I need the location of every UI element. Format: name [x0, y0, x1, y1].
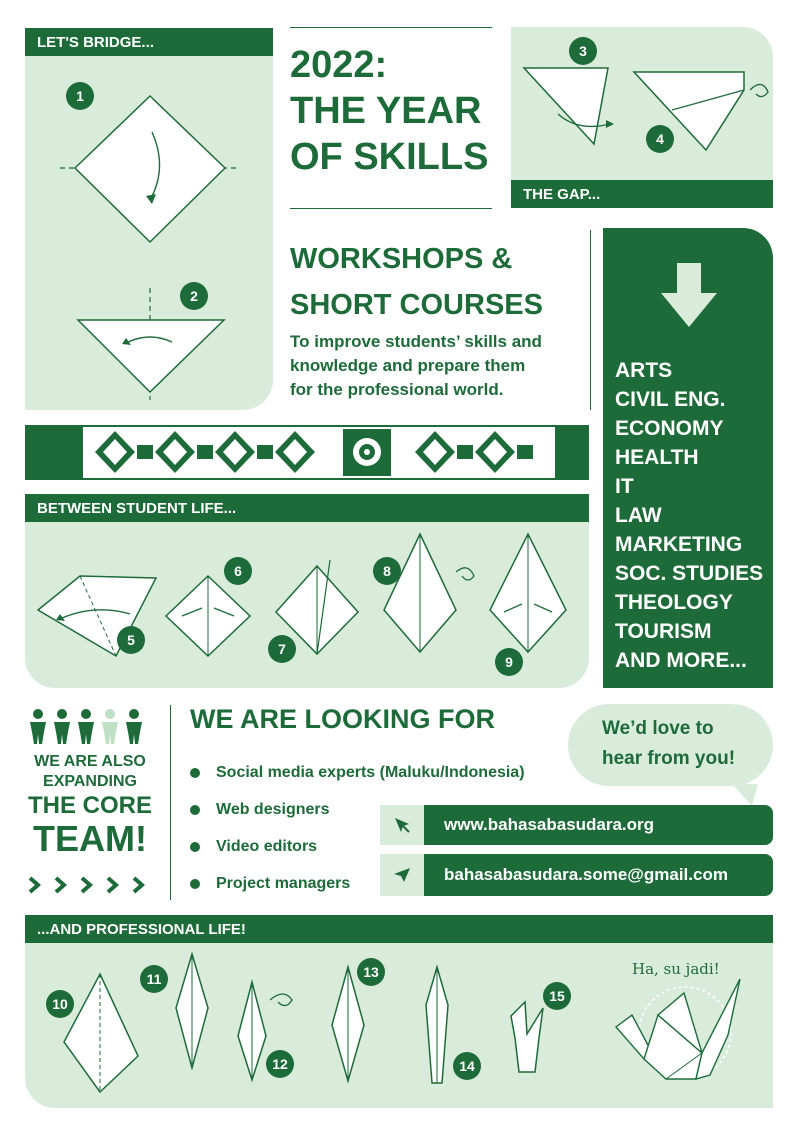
description-line: To improve students’ skills and	[290, 332, 542, 351]
step-badge: 14	[453, 1052, 481, 1080]
specialties-list	[615, 356, 763, 675]
origami-diagram-1	[60, 92, 240, 247]
step-badge: 12	[266, 1050, 294, 1078]
step-badge: 13	[357, 958, 385, 986]
crane-caption: Ha, su jadi!	[632, 960, 720, 978]
bullet	[190, 805, 200, 815]
looking-title: WE ARE LOOKING FOR	[190, 704, 495, 734]
email-link[interactable]	[380, 854, 773, 896]
step-badge: 11	[140, 965, 168, 993]
person-icon	[102, 709, 118, 744]
step-badge: 8	[373, 557, 401, 585]
workshops-heading	[290, 236, 543, 328]
origami-diagram-10	[60, 972, 142, 1096]
list-item-label: Web designers	[216, 801, 330, 818]
title-line: OF SKILLS	[290, 136, 489, 178]
step-badge: 7	[268, 635, 296, 663]
person-icon	[78, 709, 94, 744]
specialty-item: IT	[615, 475, 634, 498]
step-badge: 15	[543, 982, 571, 1010]
gap-label: THE GAP...	[511, 180, 773, 208]
title-rule-bottom	[290, 208, 492, 209]
specialty-item: CIVIL ENG.	[615, 388, 726, 411]
step-badge: 5	[117, 626, 145, 654]
send-icon	[380, 854, 424, 896]
team-line: TEAM!	[33, 818, 147, 859]
bullet	[190, 768, 200, 778]
specialty-item: ARTS	[615, 359, 673, 382]
bullet	[190, 842, 200, 852]
origami-diagram-14	[422, 965, 452, 1087]
person-icon	[126, 709, 142, 744]
page-title	[290, 42, 488, 180]
step-badge: 9	[495, 648, 523, 676]
workshops-line: SHORT COURSES	[290, 289, 543, 321]
list-item-label: Video editors	[216, 838, 318, 855]
workshops-line: WORKSHOPS &	[290, 243, 513, 275]
student-label: BETWEEN STUDENT LIFE...	[25, 494, 589, 522]
speech-bubble	[568, 704, 773, 786]
team-text	[25, 752, 155, 858]
step-badge: 4	[646, 125, 674, 153]
origami-diagram-15	[505, 998, 549, 1076]
email-text: bahasabasudara.some@gmail.com	[444, 865, 728, 884]
origami-diagram-3	[522, 64, 622, 154]
specialty-item: HEALTH	[615, 446, 699, 469]
specialty-item: MARKETING	[615, 533, 743, 556]
team-line: WE ARE ALSO	[34, 753, 146, 770]
title-line: THE YEAR	[290, 90, 482, 132]
step-badge: 2	[180, 282, 208, 310]
chevron-right-icon	[82, 878, 90, 892]
chevron-right-icon	[134, 878, 142, 892]
specialty-item: LAW	[615, 504, 662, 527]
bridge-label: LET'S BRIDGE...	[25, 28, 273, 56]
step-badge: 6	[224, 557, 252, 585]
specialty-item: THEOLOGY	[615, 591, 733, 614]
origami-diagram-8	[380, 532, 480, 656]
origami-diagram-11	[172, 952, 212, 1070]
title-line: 2022:	[290, 44, 388, 86]
bullet	[190, 879, 200, 889]
chevrons	[28, 875, 152, 895]
team-line: EXPANDING	[43, 773, 137, 790]
origami-diagram-6	[162, 574, 254, 658]
person-icon	[30, 709, 46, 744]
description-line: knowledge and prepare them	[290, 356, 526, 375]
specialty-item: SOC. STUDIES	[615, 562, 764, 585]
workshops-description	[290, 330, 542, 402]
list-item-label: Project managers	[216, 875, 351, 892]
website-link[interactable]	[380, 805, 773, 845]
divider-vertical	[590, 230, 591, 410]
origami-diagram-9	[486, 532, 570, 656]
step-badge: 1	[66, 82, 94, 110]
team-line: THE CORE	[27, 792, 152, 819]
bubble-line: hear from you!	[602, 748, 736, 769]
arrow-down-icon	[661, 263, 717, 329]
cursor-icon	[380, 805, 424, 845]
chevron-right-icon	[30, 878, 38, 892]
person-icon	[54, 709, 70, 744]
origami-crane-icon	[610, 975, 760, 1095]
chevron-right-icon	[56, 878, 64, 892]
origami-diagram-13	[328, 965, 368, 1085]
bubble-line: We’d love to	[602, 718, 714, 739]
divider-vertical	[170, 705, 171, 900]
origami-diagram-2	[76, 288, 226, 400]
chevron-right-icon	[108, 878, 116, 892]
website-text: www.bahasabasudara.org	[444, 815, 655, 834]
list-item	[190, 764, 525, 782]
specialty-item: TOURISM	[615, 620, 712, 643]
title-rule-top	[290, 27, 492, 28]
specialty-item: AND MORE...	[615, 649, 747, 672]
decorative-pattern-strip	[25, 425, 589, 480]
specialty-item: ECONOMY	[615, 417, 724, 440]
step-badge: 3	[569, 37, 597, 65]
description-line: for the professional world.	[290, 380, 504, 399]
professional-label: ...AND PROFESSIONAL LIFE!	[25, 915, 773, 943]
step-badge: 10	[46, 990, 74, 1018]
people-icons	[28, 708, 152, 746]
list-item-label: Social media experts (Maluku/Indonesia)	[216, 764, 525, 781]
